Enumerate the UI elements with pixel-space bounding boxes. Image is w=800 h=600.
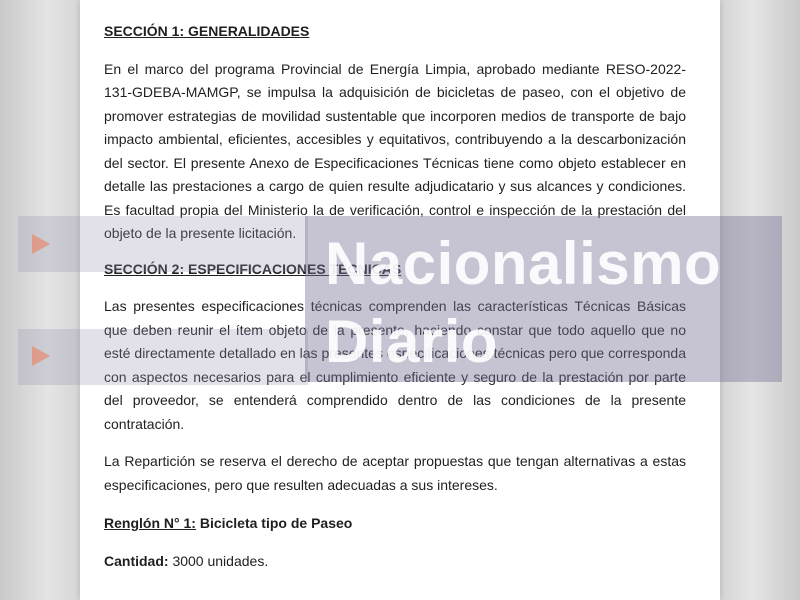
watermark-band-upper [18,216,308,272]
item-value: Bicicleta tipo de Paseo [199,515,353,531]
quantity-line [104,550,686,574]
section-2-paragraph-1: Las presentes especificaciones técnicas comprenden las características Técnicas Básicas que deben reunir el ítem objeto de la presente, haciendo constar que todo aquello que no esté directamente detallado en las presentes especificaciones técnicas pero que corresponda con aspectos necesarios para el cumplimiento eficiente y seguro de la prestación por parte del proveedor, se entenderá comprendido dentro de las condiciones de la presente contratación. [104,298,686,432]
section-2-paragraph-2: La Repartición se reserva el derecho de aceptar propuestas que tengan alternativas a estas especificaciones, pero que resulten adecuadas a sus intereses. [104,453,686,493]
watermark-text-line-1: Nacionalismo [325,230,722,297]
section-2-heading: SECCIÓN 2: ESPECIFICACIONES TÉCNICAS [104,260,402,277]
play-icon [32,346,50,366]
quantity-label: Cantidad: [104,552,169,569]
item-label: Renglón N° 1: [104,515,196,531]
play-icon [32,234,50,254]
item-line [104,512,686,536]
watermark-text-line-2: Diario [325,308,499,375]
section-1-paragraph: En el marco del programa Provincial de Energía Limpia, aprobado mediante RESO-2022-131-GDEBA-MAMGP, se impulsa la adquisición de bicicletas de paseo, con el objetivo de promover estrategias de movilidad sustentable que incorporen medios de transporte de bajo impacto ambiental, eficientes, accesibles y equitativos, contribuyendo a la descarbonización del sector. El presente Anexo de Especificaciones Técnicas tiene como objeto establecer en detalle las prestaciones a cargo de quien resulte adjudicatario y sus alcances y condiciones. Es facultad propia del Ministerio la de verificación, control e inspección de la prestación del objeto de la presente licitación. [104,60,686,241]
watermark-band-lower [18,329,308,385]
quantity-value: 3000 unidades. [172,552,269,569]
watermark-logo [305,216,782,382]
section-1-heading: SECCIÓN 1: GENERALIDADES [104,23,310,39]
